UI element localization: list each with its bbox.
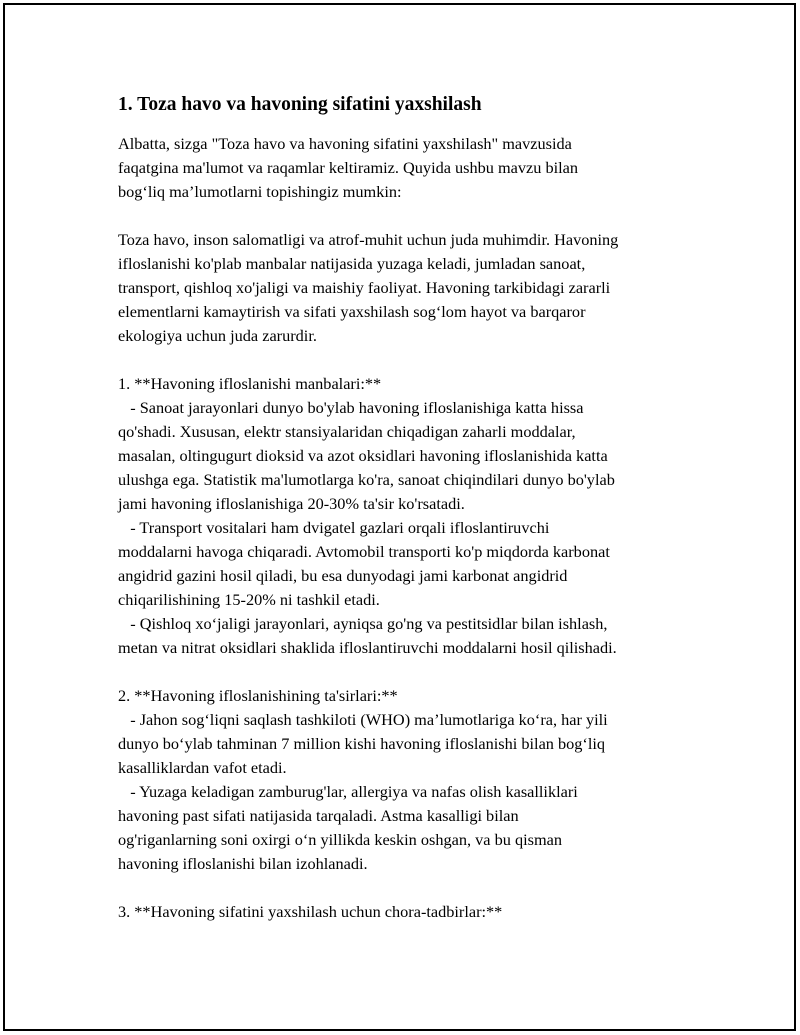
overview-paragraph: Toza havo, inson salomatligi va atrof-muhit uchun juda muhimdir. Havoning ifloslanishi ko'plab manbalar natijasida yuzaga keladi, jumladan sanoat, transport, qishloq xo'jaligi va maishiy faoliyat. Havoning tarkibidagi zararli elementlarni kamaytirish va sifati yaxshilash sog‘lom hayot va barqaror ekologiya uchun juda zarurdir.	[118, 230, 619, 345]
spacer	[118, 876, 698, 900]
list-item: - Qishloq xo‘jaligi jarayonlari, ayniqsa go'ng va pestitsidlar bilan ishlash, metan va nitrat oksidlari shaklida ifloslantiruvchi moddalarni hosil qilishadi.	[118, 614, 617, 657]
section-heading: 1. **Havoning ifloslanishi manbalari:**	[118, 374, 382, 393]
list-item: - Yuzaga keladigan zamburug'lar, allergiya va nafas olish kasalliklari havoning past sifati natijasida tarqaladi. Astma kasalligi bilan og'riganlarning soni oxirgi o‘n yillikda keskin oshgan, va bu qisman havoning ifloslanishi bilan izohlanadi.	[118, 782, 578, 873]
spacer	[118, 204, 698, 228]
section-measures	[118, 900, 698, 924]
document-title: 1. Toza havo va havoning sifatini yaxshilash	[118, 94, 482, 115]
section-heading: 2. **Havoning ifloslanishining ta'sirlari:**	[118, 686, 398, 705]
spacer	[118, 660, 698, 684]
list-item: - Jahon sog‘liqni saqlash tashkiloti (WHO) ma’lumotlariga ko‘ra, har yili dunyo bo‘ylab tahminan 7 million kishi havoning ifloslanishi bilan bog‘liq kasalliklardan vafot etadi.	[118, 710, 608, 777]
intro-paragraph: Albatta, sizga "Toza havo va havoning sifatini yaxshilash" mavzusida faqatgina ma'lumot va raqamlar keltiramiz. Quyida ushbu mavzu bilan bog‘liq ma’lumotlarni topishingiz mumkin:	[118, 134, 579, 201]
spacer	[118, 348, 698, 372]
section-effects	[118, 684, 698, 876]
document-body	[118, 92, 698, 924]
list-item: - Transport vositalari ham dvigatel gazlari orqali ifloslantiruvchi moddalarni havoga chiqaradi. Avtomobil transporti ko'p miqdorda karbonat angidrid gazini hosil qiladi, bu esa dunyodagi jami karbonat angidrid chiqarilishining 15-20% ni tashkil etadi.	[118, 518, 610, 609]
section-heading: 3. **Havoning sifatini yaxshilash uchun chora-tadbirlar:**	[118, 902, 503, 921]
section-sources	[118, 372, 698, 660]
list-item: - Sanoat jarayonlari dunyo bo'ylab havoning ifloslanishiga katta hissa qo'shadi. Xususan, elektr stansiyalaridan chiqadigan zaharli moddalar, masalan, oltingugurt dioksid va azot oksidlari havoning ifloslanishida katta ulushga ega. Statistik ma'lumotlarga ko'ra, sanoat chiqindilari dunyo bo'ylab jami havoning ifloslanishiga 20-30% ta'sir ko'rsatadi.	[118, 398, 615, 513]
